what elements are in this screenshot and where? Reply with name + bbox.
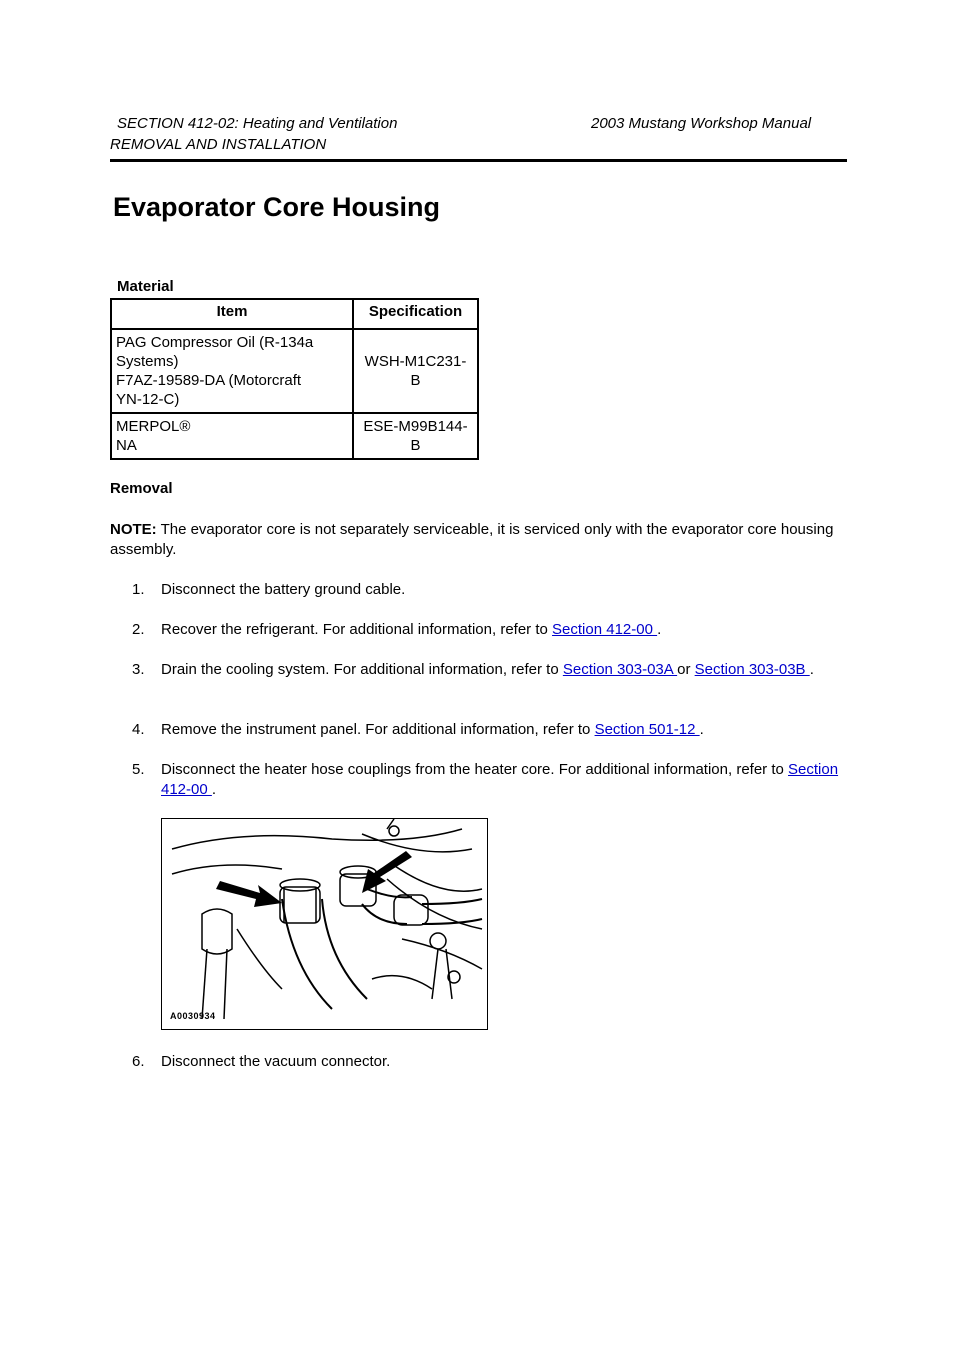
step-text xyxy=(161,760,841,800)
step-number: 3. xyxy=(132,661,145,678)
step-text-part: Remove the instrument panel. For additional information, refer to xyxy=(161,721,595,738)
table-row xyxy=(111,329,478,413)
step-number: 5. xyxy=(132,761,145,778)
step-number: 2. xyxy=(132,621,145,638)
heater-hose-couplings-illustration xyxy=(162,819,487,1029)
step-text-part: . xyxy=(699,721,704,738)
material-spec-line: B xyxy=(410,437,421,454)
note-label: NOTE: xyxy=(110,521,157,538)
step-text xyxy=(161,720,841,740)
material-table-header xyxy=(111,299,478,329)
step-text-part: or xyxy=(677,661,695,678)
step-text: Disconnect the vacuum connector. xyxy=(161,1053,391,1070)
removal-heading: Removal xyxy=(110,480,173,497)
section-303-03a-link[interactable]: Section 303-03A xyxy=(562,661,678,678)
material-caption: Material xyxy=(117,278,174,295)
step-text-part: Drain the cooling system. For additional information, refer to xyxy=(161,661,563,678)
figure-label: A0030934 xyxy=(170,1011,216,1021)
page-title: Evaporator Core Housing xyxy=(113,192,441,222)
section-303-03b-link[interactable]: Section 303-03B xyxy=(694,661,810,678)
material-table xyxy=(110,298,479,460)
section-412-00-link[interactable]: Section 412-00 xyxy=(552,621,658,638)
step-text-part: . xyxy=(211,781,217,798)
step-text-part: Recover the refrigerant. For additional information, refer to xyxy=(161,621,553,638)
step-text-part: Disconnect the heater hose couplings from the heater core. For additional information, refer to xyxy=(161,761,789,778)
step-text xyxy=(161,660,841,680)
material-item-line: NA xyxy=(116,437,137,454)
material-item-line: F7AZ-19589-DA (Motorcraft xyxy=(116,372,302,389)
heater-hose-figure xyxy=(161,818,488,1030)
material-item-line: MERPOL® xyxy=(116,418,191,435)
note-paragraph xyxy=(110,520,840,560)
header-rule xyxy=(110,159,847,162)
material-spec-line: B xyxy=(410,372,421,389)
step-text-part: . xyxy=(657,621,662,638)
material-item-line: YN-12-C) xyxy=(116,391,180,408)
material-spec-line: WSH-M1C231- xyxy=(364,353,467,370)
note-text: The evaporator core is not separately serviceable, it is serviced only with the evaporator core housing assembly. xyxy=(110,521,834,558)
material-item-cell xyxy=(111,413,353,459)
material-spec-cell xyxy=(353,413,478,459)
material-spec-cell xyxy=(353,329,478,413)
section-412-00-link[interactable]: Section 412-00 xyxy=(161,761,839,798)
table-row xyxy=(111,413,478,459)
header-subheading: REMOVAL AND INSTALLATION xyxy=(110,136,327,153)
header-section: SECTION 412-02: Heating and Ventilation xyxy=(117,115,398,132)
step-text-part: . xyxy=(809,661,814,678)
column-header-item: Item xyxy=(111,299,353,329)
column-header-specification: Specification xyxy=(353,299,478,329)
material-item-cell xyxy=(111,329,353,413)
step-number: 4. xyxy=(132,721,145,738)
step-number: 1. xyxy=(132,581,145,598)
material-item-line: PAG Compressor Oil (R-134a xyxy=(116,334,314,351)
header-manual-title: 2003 Mustang Workshop Manual xyxy=(591,115,812,132)
step-text: Disconnect the battery ground cable. xyxy=(161,581,406,598)
material-spec-line: ESE-M99B144- xyxy=(363,418,468,435)
material-item-line: Systems) xyxy=(116,353,179,370)
step-text xyxy=(161,620,841,640)
section-501-12-link[interactable]: Section 501-12 xyxy=(594,721,700,738)
step-number: 6. xyxy=(132,1053,145,1070)
